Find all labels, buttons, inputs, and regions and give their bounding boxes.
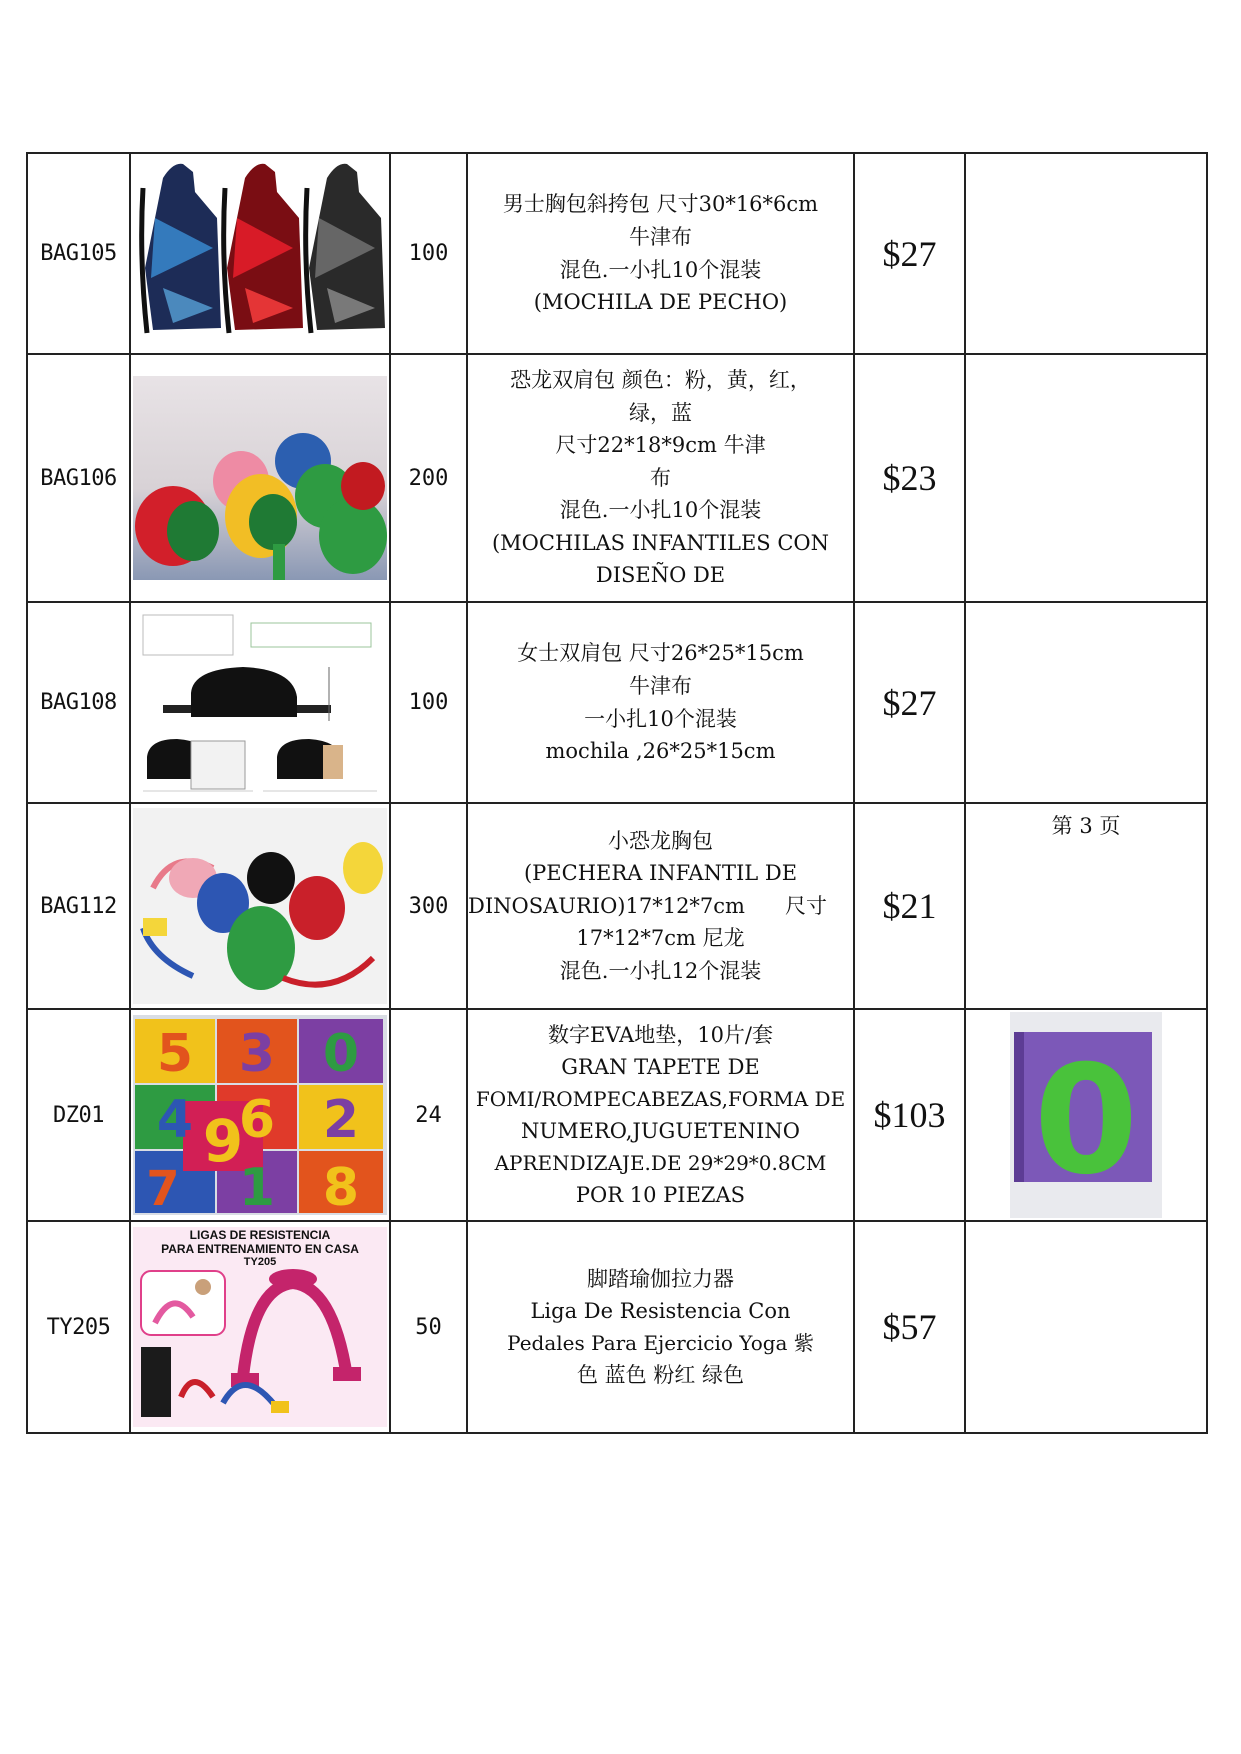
extra-cell [965,153,1207,354]
description-line: 恐龙双肩包 颜色：粉，黄，红， [510,368,811,393]
description-line: 17*12*7cm 尼龙 [576,926,745,951]
description-line: DISEÑO DE [595,563,726,588]
mat-digit: 3 [238,1024,276,1084]
womens-backpack-image [133,607,387,799]
product-image-cell [130,602,390,803]
mat-digit: 4 [156,1090,194,1150]
product-quantity: 200 [390,354,467,602]
table-row [27,1009,1207,1221]
description-line: GRAN TAPETE DE [561,1055,760,1080]
product-image-cell [130,803,390,1009]
product-price: $27 [854,153,965,354]
product-description [467,153,854,354]
mat-digit: 2 [322,1090,360,1150]
description-line: 一小扎10个混装 [584,706,737,731]
foam-tile-image [1010,1012,1162,1218]
product-quantity: 100 [390,602,467,803]
product-price: $23 [854,354,965,602]
tile-digit: 0 [1033,1034,1139,1208]
table-row [27,803,1207,1009]
product-description [467,1221,854,1433]
product-quantity: 24 [390,1009,467,1221]
product-image-cell [130,1221,390,1433]
extra-cell [965,1009,1207,1221]
mat-digit: 8 [322,1158,360,1215]
description-line: 布 [650,465,671,490]
product-price: $21 [854,803,965,1009]
number-foam-mat-image [133,1015,387,1215]
description-line: 尺寸22*18*9cm 牛津 [555,433,766,458]
extra-cell [965,1221,1207,1433]
product-code: BAG106 [27,354,130,602]
description-line: FOMI/ROMPECABEZAS,FORMA DE [475,1087,846,1111]
product-quantity: 100 [390,153,467,354]
product-code: BAG112 [27,803,130,1009]
product-image-cell [130,1009,390,1221]
description-line: NUMERO,JUGUETENINO [521,1119,800,1143]
page-number: 第 3 页 [1051,814,1121,838]
product-description [467,1009,854,1221]
product-code: BAG105 [27,153,130,354]
table-row [27,354,1207,602]
description-line: 混色.一小扎12个混装 [559,958,762,983]
description-line: 脚踏瑜伽拉力器 [587,1266,734,1291]
mat-digit: 6 [238,1090,276,1150]
product-description [467,803,854,1009]
description-line: (MOCHILA DE PECHO) [533,290,788,315]
description-line: 混色.一小扎10个混装 [559,257,762,282]
product-code: DZ01 [27,1009,130,1221]
product-price: $103 [854,1009,965,1221]
description-line: 男士胸包斜挎包 尺寸30*16*6cm [502,192,819,217]
product-description [467,354,854,602]
description-line: Pedales Para Ejercicio Yoga 紫 [507,1330,814,1355]
description-line: APRENDIZAJE.DE 29*29*0.8CM [494,1150,827,1175]
chest-bag-image [133,158,387,350]
extra-cell [965,803,1207,1009]
description-line: 牛津布 [629,673,692,698]
dinosaur-chest-bag-image [133,808,387,1004]
mat-digit: 0 [322,1024,360,1084]
resistance-band-image [133,1227,387,1427]
mat-digit: 5 [156,1024,194,1084]
description-line: POR 10 PIEZAS [575,1182,746,1207]
description-line: mochila ,26*25*15cm [545,739,776,764]
mat-digit: 1 [238,1158,276,1215]
description-line: 女士双肩包 尺寸26*25*15cm [517,641,804,666]
product-image-cell [130,153,390,354]
description-line: (PECHERA INFANTIL DE [523,861,798,886]
mat-digit: 9 [202,1107,244,1175]
description-line: 色 蓝色 粉红 绿色 [576,1362,745,1387]
description-line: (MOCHILAS INFANTILES CON [491,530,829,555]
table-row [27,1221,1207,1433]
description-line: Liga De Resistencia Con [530,1299,791,1324]
table-row [27,602,1207,803]
description-line: 小恐龙胸包 [608,828,713,853]
image-caption: LIGAS DE RESISTENCIA [189,1228,331,1242]
description-line: 牛津布 [629,224,692,249]
product-quantity: 300 [390,803,467,1009]
product-price: $27 [854,602,965,803]
description-line: 绿，蓝 [629,400,692,425]
table-row [27,153,1207,354]
product-image-cell [130,354,390,602]
description-line: DINOSAURIO)17*12*7cm 尺寸 [468,893,828,918]
product-price: $57 [854,1221,965,1433]
extra-cell [965,602,1207,803]
product-code: TY205 [27,1221,130,1433]
description-line: 数字EVA地垫，10片/套 [547,1022,774,1047]
description-line: 混色.一小扎10个混装 [559,498,762,523]
dinosaur-backpack-image [133,376,387,580]
product-table [26,152,1208,1434]
mat-digit: 7 [146,1161,180,1215]
product-quantity: 50 [390,1221,467,1433]
extra-cell [965,354,1207,602]
image-caption: TY205 [243,1256,277,1268]
product-code: BAG108 [27,602,130,803]
product-description [467,602,854,803]
image-caption: PARA ENTRENAMIENTO EN CASA [161,1242,359,1256]
